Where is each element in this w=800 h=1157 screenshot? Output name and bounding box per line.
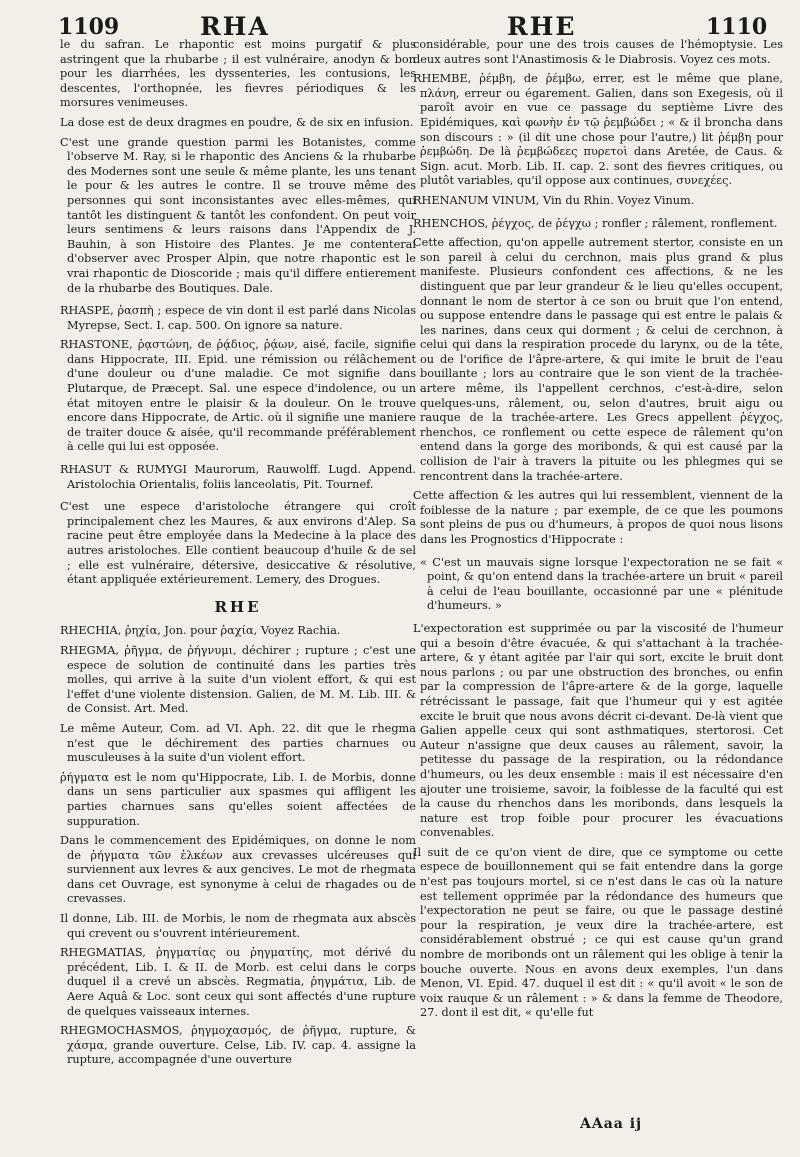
signature-mark: AAaa ij — [580, 1116, 643, 1132]
paragraph: Il donne, Lib. III. de Morbis, le nom de rhegmata aux abscès qui crevent ou s'ouvrent intérieurement. — [60, 912, 416, 940]
section-heading: RHE — [214, 597, 262, 616]
paragraph: le du safran. Le rhapontic est moins purgatif & plus astringent que la rhubarbe ; il est vulnéraire, anodyn & bon pour les diarrhées, les dyssenteries, les contusions, les descentes, l'orthopnée, les fievres périodiques & les morsures venimeuses. — [60, 38, 416, 110]
page-number-right: 1110 — [706, 14, 768, 40]
paragraph: Cette affection & les autres qui lui ressemblent, viennent de la foiblesse de la nature ; par exemple, de ce que les poumons sont pleins de pus ou d'humeurs, à propos de quoi nous lisons dans les Prognostics d'Hippocrate : — [413, 489, 783, 546]
left-column — [60, 38, 416, 1073]
paragraph: La dose est de deux dragmes en poudre, & de six en infusion. — [60, 115, 414, 129]
paragraph: C'est une espece d'aristoloche étrangere qui croît principalement chez les Maures, & aux environs d'Alep. Sa racine peut être employée dans la Medecine à la place des autres aristoloches. Elle contient beaucoup d'huile & de sel ; elle est vulnéraire, détersive, desiccative & résolutive, étant appliquée extérieurement. Lemery, des Drogues. — [60, 500, 416, 587]
entry-rhegmatias: RHEGMATIAS, ῥηγματίας ou ῥηγματίης, mot dérivé du précédent, Lib. I. & II. de Morb. est celui dans le corps duquel il a crevé un abscès. Regmatia, ῥηγμάτια, Lib. de Aere Aquâ & Loc. sont ceux qui sont affectés d'une rupture de quelques vaisseaux internes. — [60, 946, 416, 1018]
entry-rhastone: RHASTONE, ῥᾳστώνη, de ῥᾴδιος, ῥᾴων, aisé, facile, signifie dans Hippocrate, III. Epid. une rémission ou rélâchement d'une douleur ou d'une maladie. Ce mot signifie dans Plutarque, de Præcept. Sal. une espece d'indolence, ou un état mitoyen entre le plaisir & la douleur. On le trouve encore dans Hippocrate, de Artic. où il signifie une maniere de traiter douce & aisée, qu'il recommande préférablement à celle qui lui est opposée. — [60, 338, 416, 454]
paragraph: Il suit de ce qu'on vient de dire, que ce symptome ou cette espece de bouillonnement qui se fait entendre dans la gorge n'est pas toujours mortel, si ce n'est dans le cas où la nature est tellement opprimée par la rédondance des humeurs que l'expectoration ne peut se faire, ou que le passage destiné pour la respiration, je veux dire la trachée-artere, est considérablement obstrué ; ce qui est cause qu'un grand nombre de moribonds ont un râlement qui les oblige à tenir la bouche ouverte. Nous en avons deux exemples, l'un dans Menon, VI. Epid. 47. duquel il est dit : « qu'il avoit « le son de voix rauque & un râlement : » & dans la femme de Theodore, 27. dont il est dit, « qu'elle fut — [413, 845, 783, 1020]
paragraph: L'expectoration est supprimée ou par la viscosité de l'humeur qui a besoin d'être évacuée, & qui s'attachant à la trachée-artere, & y étant agitée par l'air qui sort, excite le bruit dont nous parlons ; ou par une obstruction des bronches, ou enfin par la compression de l'âpre-artere & de la gorge, laquelle rétrécissant le passage, fait que l'humeur qui y est agitée excite le bruit que nous avons décrit ci-devant. De-là vient que Galien appelle ceux qui sont asthmatiques, stertorosi. Cet Auteur n'assigne que deux causes au râlement, savoir, la petitesse du passage de la respiration, ou la rédondance d'humeurs, ou les deux ensemble : mais il est nécessaire d'en ajouter une troisieme, savoir, la foiblesse de la faculté qui est la cause du rhenchos dans les moribonds, dans lesquels la nature est trop foible pour procurer les évacuations convenables. — [413, 621, 783, 840]
entry-rhegma: RHEGMA, ῥῆγμα, de ῥήγνυμι, déchirer ; rupture ; c'est une espece de solution de continuité dans les parties très molles, qui arrive à la suite d'un violent effort, & qui est l'effet d'une violente distension. Galien, de M. M. Lib. III. & de Consist. Art. Med. — [60, 643, 416, 716]
entry-rhenanum-vinum: RHENANUM VINUM, Vin du Rhin. Voyez Vinum. — [413, 193, 695, 207]
entry-rhasut: RHASUT & RUMYGI Maurorum, Rauwolff. Lugd. Append. Aristolochia Orientalis, foliis lanceolatis, Pit. Tournef. — [60, 463, 416, 491]
entry-rhenchos: RHENCHOS, ῥέγχος, de ῥέγχω ; ronfler ; râlement, ronflement. — [413, 216, 778, 230]
right-column — [413, 38, 783, 1026]
page-number-left: 1109 — [58, 14, 120, 40]
entry-rhechia: RHECHIA, ῥηχία, Jon. pour ῥαχία, Voyez Rachia. — [60, 624, 341, 638]
running-head-right: RHE — [507, 12, 577, 41]
paragraph: ῥήγματα est le nom qu'Hippocrate, Lib. I. de Morbis, donne dans un sens particulier aux spasmes qui affligent les parties charnues sans qu'elles soient affectées de suppuration. — [60, 770, 416, 828]
entry-rhembe: RHEMBE, ῥέμβη, de ῥέμβω, errer, est le même que plane, πλάνη, erreur ou égarement. Galien, dans son Exegesis, où il paroît avoir en vue ce passage du septième Livre des Epidémiques, καὶ φωνὴν ἐν τῷ ῥεμβώδει ; « & il broncha dans son discours : » (il dit une chose pour l'autre,) lit ῥέμβη pour ῥεμβώδη. De là ῥεμβώδεες πυρετοὶ dans Aretée, de Caus. & Sign. acut. Morb. Lib. II. cap. 2. sont des fievres critiques, ou plutôt variables, qu'il oppose aux continues, συνεχέες. — [413, 72, 783, 188]
entry-rhegmochasmos: RHEGMOCHASMOS, ῥηγμοχασμός, de ῥῆγμα, rupture, & χάσμα, grande ouverture. Celse, Lib. IV. cap. 4. assigne la rupture, accompagnée d'une ouverture — [60, 1024, 416, 1067]
paragraph: Cette affection, qu'on appelle autrement stertor, consiste en un son pareil à celui du cerchnon, mais plus grand & plus manifeste. Plusieurs confondent ces affections, & ne les distinguent que par leur grandeur & le lieu qu'elles occupent, donnant le nom de stertor à ce son ou bruit que l'on entend, ou suppose entendre dans le passage qui est entre le palais & les narines, dans ceux qui dorment ; & celui de cerchnon, à celui qui dans la respiration procede du larynx, ou de la tête, ou de l'orifice de l'âpre-artere, & qui imite le bruit de l'eau bouillante ; lors au contraire que le son vient de la trachée-artere même, ils l'appellent cerchnos, c'est-à-dire, selon quelques-uns, râlement, ou, selon d'autres, bruit aigu ou rauque de la trachée-artere. Les Grecs appellent ῥέγχος, rhenchos, ce ronflement ou cette espece de râlement qu'on entend dans la gorge des moribonds, & qui est causé par la collision de l'air à travers la pituite ou les phlegmes qui se rencontrent dans la trachée-artere. — [413, 236, 783, 483]
quotation: « C'est un mauvais signe lorsque l'expectoration ne se fait « point, & qu'on entend dans la trachée-artere un bruit « pareil à celui de l'eau bouillante, occasionné par une « plénitude d'humeurs. » — [420, 555, 783, 613]
paragraph: considérable, pour une des trois causes de l'hémoptysie. Les deux autres sont l'Anastimosis & le Diabrosis. Voyez ces mots. — [413, 38, 783, 66]
running-head-left: RHA — [200, 12, 270, 41]
paragraph: C'est une grande question parmi les Botanistes, comme l'observe M. Ray, si le rhapontic des Anciens & la rhubarbe des Modernes sont une seule & même plante, les uns tenant le pour & les autres le contre. Il se trouve même des personnes qui sont inconsistantes avec elles-mêmes, qui tantôt les distinguent & tantôt les confondent. On peut voir leurs sentimens & leurs raisons dans l'Appendix de J. Bauhin, à son Histoire des Plantes. Je me contenterai d'observer avec Prosper Alpin, que notre rhapontic est le vrai rhapontic de Dioscoride ; mais qu'il differe entierement de la rhubarbe des Boutiques. Dale. — [60, 135, 416, 295]
entry-rhaspe: RHASPE, ῥασπὴ ; espece de vin dont il est parlé dans Nicolas Myrepse, Sect. I. cap. 500. On ignore sa nature. — [60, 304, 416, 332]
paragraph: Le même Auteur, Com. ad VI. Aph. 22. dit que le rhegma n'est que le déchirement des parties charnues ou musculeuses à la suite d'un violent effort. — [60, 721, 416, 765]
paragraph: Dans le commencement des Epidémiques, on donne le nom de ῥήγματα τῶν ἑλκέων aux crevasses ulcéreuses qui surviennent aux levres & aux gencives. Le mot de rhegmata dans cet Ouvrage, est synonyme à celui de rhagades ou de crevasses. — [60, 834, 416, 906]
